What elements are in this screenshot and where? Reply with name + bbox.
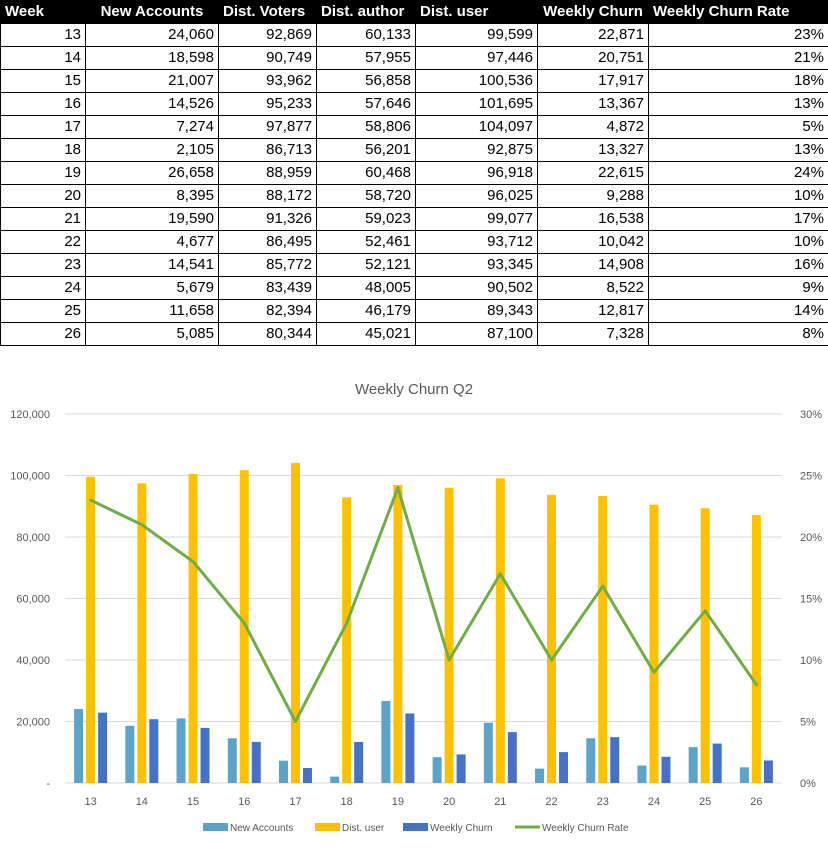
table-cell[interactable]: 21,007 <box>86 70 219 93</box>
line-point <box>601 585 604 588</box>
header-weekly-churn-rate[interactable]: Weekly Churn Rate <box>649 1 828 24</box>
table-body <box>1 24 828 346</box>
bar-weekly-churn <box>252 742 261 783</box>
x-axis-tick-label: 23 <box>596 796 609 808</box>
bar-weekly-churn <box>457 754 466 783</box>
table-cell[interactable]: 46,179 <box>317 300 416 323</box>
bar-weekly-churn <box>661 757 670 783</box>
header-dist-user[interactable]: Dist. user <box>416 1 538 24</box>
line-point <box>345 622 348 625</box>
line-point <box>396 486 399 489</box>
table-cell[interactable]: 95,233 <box>219 93 317 116</box>
table-row <box>1 139 828 162</box>
table-cell[interactable]: 5% <box>649 116 828 139</box>
table-row <box>1 300 828 323</box>
bar-dist-user <box>291 463 300 783</box>
bar-new-accounts <box>535 769 544 783</box>
table-cell[interactable]: 5,085 <box>86 323 219 346</box>
table-cell[interactable]: 10% <box>649 231 828 254</box>
table-cell[interactable]: 5,679 <box>86 277 219 300</box>
table-row <box>1 277 828 300</box>
table-cell[interactable]: 97,877 <box>219 116 317 139</box>
bar-new-accounts <box>228 738 237 783</box>
bar-weekly-churn <box>559 752 568 783</box>
table-row <box>1 323 828 346</box>
chart-title: Weekly Churn Q2 <box>354 381 474 398</box>
table-cell[interactable]: 13% <box>649 139 828 162</box>
table-cell[interactable]: 93,962 <box>219 70 317 93</box>
table-cell[interactable]: 93,712 <box>416 231 538 254</box>
table-row <box>1 254 828 277</box>
bar-weekly-churn <box>508 732 517 783</box>
header-new-accounts[interactable]: New Accounts <box>86 1 219 24</box>
table-cell[interactable]: 14% <box>649 300 828 323</box>
legend-swatch <box>315 823 340 831</box>
table-cell[interactable]: 19 <box>1 162 86 185</box>
table-cell[interactable]: 88,172 <box>219 185 317 208</box>
bar-new-accounts <box>74 709 83 783</box>
header-weekly-churn[interactable]: Weekly Churn <box>538 1 649 24</box>
table-cell[interactable]: 86,495 <box>219 231 317 254</box>
table-cell[interactable]: 12,817 <box>538 300 649 323</box>
table-cell[interactable]: 18% <box>649 70 828 93</box>
table-cell[interactable]: 20 <box>1 185 86 208</box>
table-cell[interactable]: 17,917 <box>538 70 649 93</box>
table-cell[interactable]: 17 <box>1 116 86 139</box>
left-axis-tick-label: 60,000 <box>16 593 50 606</box>
table-cell[interactable]: 52,121 <box>317 254 416 277</box>
bar-dist-user <box>86 477 95 783</box>
bar-new-accounts <box>637 766 646 783</box>
table-cell[interactable]: 58,806 <box>317 116 416 139</box>
table-cell[interactable]: 60,468 <box>317 162 416 185</box>
table-row <box>1 185 828 208</box>
bar-new-accounts <box>433 757 442 783</box>
table-cell[interactable]: 91,326 <box>219 208 317 231</box>
table-cell[interactable]: 24% <box>649 162 828 185</box>
bar-new-accounts <box>330 777 339 783</box>
header-week[interactable]: Week <box>1 1 86 24</box>
line-point <box>89 499 92 502</box>
data-table <box>0 0 828 346</box>
x-axis-tick-label: 26 <box>750 796 763 808</box>
table-cell[interactable]: 57,646 <box>317 93 416 116</box>
table-cell[interactable]: 56,201 <box>317 139 416 162</box>
table-cell[interactable]: 14,526 <box>86 93 219 116</box>
table-cell[interactable]: 8,395 <box>86 185 219 208</box>
table-cell[interactable]: 18,598 <box>86 47 219 70</box>
line-point <box>192 560 195 563</box>
table-cell[interactable]: 23% <box>649 24 828 47</box>
table-cell[interactable]: 57,955 <box>317 47 416 70</box>
x-axis-tick-label: 25 <box>699 796 712 808</box>
table-cell[interactable]: 10,042 <box>538 231 649 254</box>
bar-weekly-churn <box>764 760 773 783</box>
legend-swatch <box>403 823 428 831</box>
x-axis-tick-label: 24 <box>647 796 661 808</box>
left-axis-tick-label: - <box>46 778 50 790</box>
table-cell[interactable]: 24,060 <box>86 24 219 47</box>
line-point <box>652 671 655 674</box>
left-axis-tick-label: 120,000 <box>10 409 50 421</box>
table-cell[interactable]: 22,871 <box>538 24 649 47</box>
bar-new-accounts <box>125 726 134 783</box>
line-point <box>755 683 758 686</box>
table-cell[interactable]: 100,536 <box>416 70 538 93</box>
table-cell[interactable]: 11,658 <box>86 300 219 323</box>
table-cell[interactable]: 21% <box>649 47 828 70</box>
table-row <box>1 93 828 116</box>
x-axis-tick-label: 16 <box>238 796 251 808</box>
x-axis-tick-label: 22 <box>545 796 558 808</box>
right-axis-tick-label: 15% <box>800 593 823 606</box>
table-cell[interactable]: 85,772 <box>219 254 317 277</box>
bar-new-accounts <box>689 747 698 783</box>
table-cell[interactable]: 88,959 <box>219 162 317 185</box>
table-cell[interactable]: 99,077 <box>416 208 538 231</box>
table-cell[interactable]: 2,105 <box>86 139 219 162</box>
table-cell[interactable]: 23 <box>1 254 86 277</box>
right-axis-tick-label: 25% <box>800 470 823 483</box>
bar-dist-user <box>752 515 761 783</box>
table-cell[interactable]: 14,908 <box>538 254 649 277</box>
table-cell[interactable]: 22,615 <box>538 162 649 185</box>
bar-dist-user <box>547 495 556 783</box>
bar-weekly-churn <box>405 713 414 783</box>
bar-new-accounts <box>279 761 288 783</box>
table-cell[interactable]: 14,541 <box>86 254 219 277</box>
table-cell[interactable]: 90,749 <box>219 47 317 70</box>
right-axis-tick-label: 20% <box>800 532 823 544</box>
table-cell[interactable]: 82,394 <box>219 300 317 323</box>
bar-new-accounts <box>586 738 595 783</box>
right-axis-tick-label: 10% <box>800 655 823 667</box>
header-dist-author[interactable]: Dist. author <box>317 1 416 24</box>
table-cell[interactable]: 13,327 <box>538 139 649 162</box>
legend-label: Dist. user <box>342 823 385 834</box>
table-row <box>1 162 828 185</box>
right-axis-tick-label: 5% <box>800 716 816 729</box>
table-cell[interactable]: 86,713 <box>219 139 317 162</box>
table-cell[interactable]: 59,023 <box>317 208 416 231</box>
legend-label: New Accounts <box>230 823 294 834</box>
x-axis-tick-label: 13 <box>84 796 97 808</box>
table-cell[interactable]: 22 <box>1 231 86 254</box>
table-cell[interactable]: 89,343 <box>416 300 538 323</box>
bar-weekly-churn <box>610 737 619 783</box>
legend-label: Weekly Churn <box>430 823 493 834</box>
table-cell[interactable]: 26,658 <box>86 162 219 185</box>
line-point <box>243 622 246 625</box>
table-cell[interactable]: 15 <box>1 70 86 93</box>
x-axis-tick-label: 15 <box>186 796 200 808</box>
x-axis-tick-label: 18 <box>340 796 353 808</box>
table-cell[interactable]: 13,367 <box>538 93 649 116</box>
legend-label: Weekly Churn Rate <box>542 823 629 834</box>
table-cell[interactable]: 26 <box>1 323 86 346</box>
table-header-row <box>1 1 828 24</box>
bar-dist-user <box>649 505 658 783</box>
table-cell[interactable]: 48,005 <box>317 277 416 300</box>
right-axis-tick-label: 30% <box>800 409 823 421</box>
right-axis-tick-label: 0% <box>800 778 816 790</box>
table-cell[interactable]: 21 <box>1 208 86 231</box>
table-cell[interactable]: 14 <box>1 47 86 70</box>
table-cell[interactable]: 17% <box>649 208 828 231</box>
table-cell[interactable]: 56,858 <box>317 70 416 93</box>
table-cell[interactable]: 60,133 <box>317 24 416 47</box>
table-cell[interactable]: 9% <box>649 277 828 300</box>
table-cell[interactable]: 93,345 <box>416 254 538 277</box>
legend-swatch <box>203 823 228 831</box>
table-cell[interactable]: 58,720 <box>317 185 416 208</box>
bar-dist-user <box>496 478 505 783</box>
table-cell[interactable]: 10% <box>649 185 828 208</box>
x-axis-tick-label: 20 <box>442 796 456 808</box>
line-point <box>294 720 297 723</box>
table-cell[interactable]: 7,328 <box>538 323 649 346</box>
x-axis-tick-label: 21 <box>494 796 507 808</box>
table-cell[interactable]: 90,502 <box>416 277 538 300</box>
left-axis-tick-label: 20,000 <box>16 716 50 729</box>
bar-dist-user <box>189 474 198 783</box>
table-cell[interactable]: 20,751 <box>538 47 649 70</box>
table-cell[interactable]: 16,538 <box>538 208 649 231</box>
table-cell[interactable]: 7,274 <box>86 116 219 139</box>
left-axis-tick-label: 100,000 <box>10 470 50 483</box>
line-point <box>140 523 143 526</box>
table-cell[interactable]: 45,021 <box>317 323 416 346</box>
table-cell[interactable]: 4,677 <box>86 231 219 254</box>
bar-dist-user <box>701 508 710 783</box>
bar-new-accounts <box>740 767 749 783</box>
left-axis-tick-label: 40,000 <box>16 655 50 667</box>
table-cell[interactable]: 92,869 <box>219 24 317 47</box>
table-cell[interactable]: 13 <box>1 24 86 47</box>
table-cell[interactable]: 83,439 <box>219 277 317 300</box>
bar-weekly-churn <box>354 742 363 783</box>
line-point <box>550 659 553 662</box>
table-cell[interactable]: 9,288 <box>538 185 649 208</box>
table-row <box>1 116 828 139</box>
table-cell[interactable]: 99,599 <box>416 24 538 47</box>
table-cell[interactable]: 18 <box>1 139 86 162</box>
header-dist-voters[interactable]: Dist. Voters <box>219 1 317 24</box>
table-cell[interactable]: 24 <box>1 277 86 300</box>
table-cell[interactable]: 101,695 <box>416 93 538 116</box>
table-cell[interactable]: 97,446 <box>416 47 538 70</box>
bar-weekly-churn <box>713 744 722 783</box>
table-cell[interactable]: 52,461 <box>317 231 416 254</box>
table-cell[interactable]: 13% <box>649 93 828 116</box>
x-axis-tick-label: 14 <box>135 796 148 808</box>
bar-new-accounts <box>484 723 493 783</box>
table-cell[interactable]: 96,025 <box>416 185 538 208</box>
table-row <box>1 231 828 254</box>
x-axis-tick-label: 19 <box>391 796 405 808</box>
bar-weekly-churn <box>303 768 312 783</box>
bar-weekly-churn <box>201 728 210 783</box>
line-point <box>448 659 451 662</box>
table-cell[interactable]: 8,522 <box>538 277 649 300</box>
bar-weekly-churn <box>98 713 107 783</box>
bar-dist-user <box>445 488 454 783</box>
line-point <box>499 572 502 575</box>
bar-dist-user <box>393 485 402 783</box>
table-cell[interactable]: 87,100 <box>416 323 538 346</box>
left-axis-tick-label: 80,000 <box>16 532 50 544</box>
table-cell[interactable]: 104,097 <box>416 116 538 139</box>
table-row <box>1 208 828 231</box>
bar-new-accounts <box>381 701 390 783</box>
table-cell[interactable]: 80,344 <box>219 323 317 346</box>
table-cell[interactable]: 96,918 <box>416 162 538 185</box>
table-cell[interactable]: 92,875 <box>416 139 538 162</box>
x-axis-tick-label: 17 <box>289 796 302 808</box>
table-row <box>1 70 828 93</box>
bar-weekly-churn <box>149 719 158 783</box>
bar-new-accounts <box>177 718 186 783</box>
table-row <box>1 24 828 47</box>
table-row <box>1 47 828 70</box>
table-cell[interactable]: 16 <box>1 93 86 116</box>
bar-dist-user <box>598 496 607 783</box>
table-cell[interactable]: 4,872 <box>538 116 649 139</box>
bar-dist-user <box>342 497 351 783</box>
table-cell[interactable]: 8% <box>649 323 828 346</box>
weekly-churn-chart[interactable] <box>0 373 828 849</box>
table-cell[interactable]: 16% <box>649 254 828 277</box>
table-cell[interactable]: 19,590 <box>86 208 219 231</box>
line-point <box>704 609 707 612</box>
table-cell[interactable]: 25 <box>1 300 86 323</box>
